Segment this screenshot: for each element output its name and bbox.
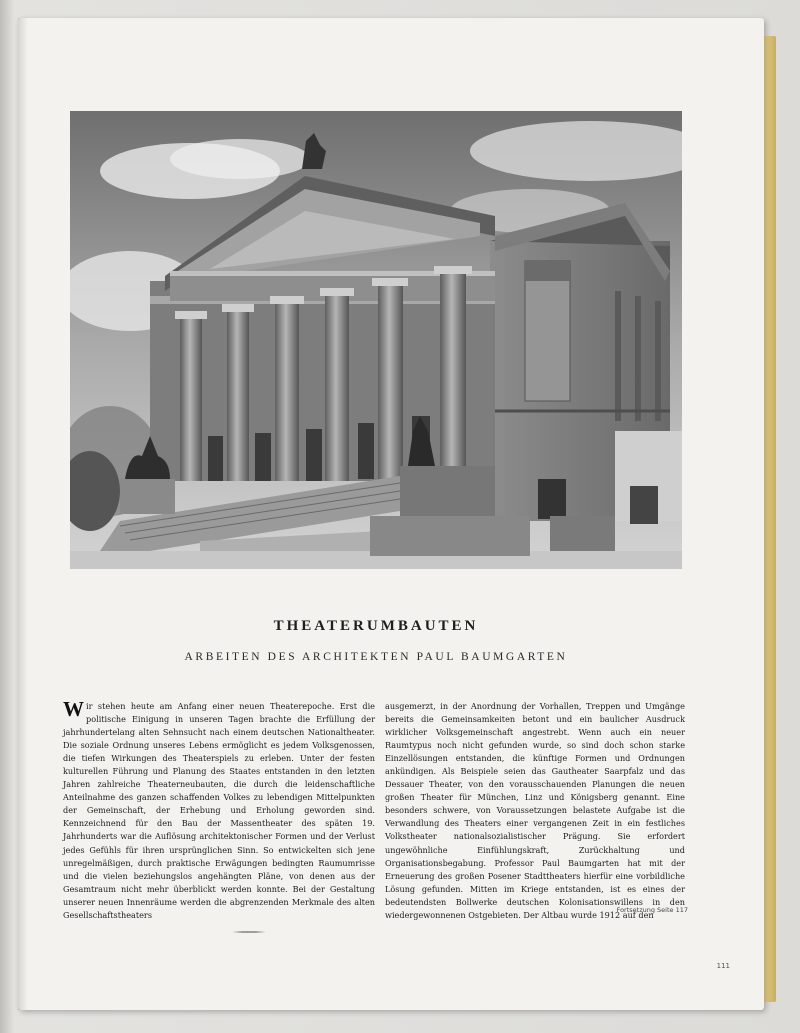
page-gutter-shadow: [18, 18, 28, 1010]
right-column-body: ausgemerzt, in der Anordnung der Vorhallen, Treppen und Umgänge bereits die Gemeinsamkeiten betont und ein baulicher Ausdruck wirklicher Volksgemeinschaft angestrebt. Wenn auch ein neuer Raumtypus noch nicht gefunden wurde, so sind doch schon starke Einzellösungen entstanden, die künftige Formen und Ordnungen ankündigen. Als Beispiele seien das Gautheater Saarpfalz und das Dessauer Theater, von den vorausschauenden Planungen die neuen großen Theater für München, Linz und Königsberg genannt. Eine besonders schwere, von Voraussetzungen belastete Aufgabe ist die Verwandlung des Theaters einer vergangenen Zeit in ein festliches Volkstheater nationalsozialistischer Prägung. Sie erfordert ungewöhnliche Einfühlungskraft, Zurückhaltung und Organisationsbegabung. Professor Paul Baumgarten hat mit der Erneuerung des großen Posener Stadttheaters hierfür eine vorbildliche Lösung gefunden. Mitten im Kriege entstanden, ist es eines der bedeutendsten Bollwerke deutschen Kolonisationswillens in den wiedergewonnenen Ostgebieten. Der Altbau wurde 1912 auf den: [385, 701, 685, 920]
paragraph: [63, 697, 375, 922]
print-mark: [232, 931, 266, 933]
article-title: THEATERUMBAUTEN: [273, 618, 479, 634]
article-subtitle: ARBEITEN DES ARCHITEKTEN PAUL BAUMGARTEN: [184, 651, 568, 663]
text-column-left: [63, 697, 375, 922]
dropcap-letter: W: [63, 697, 84, 721]
left-column-body: ir stehen heute am Anfang einer neuen Theaterepoche. Erst die politische Einigung in unseren Tagen brachte die Erfüllung der jahrhundertelang alten Sehnsucht nach einem deutschen Nationaltheater. Die soziale Ordnung unseres Lebens ermöglicht es jedem Volksgenossen, die tiefen Wirkungen des Theaterspiels zu erleben. Unter der festen kulturellen Führung und Planung des Staates entstanden in den letzten Jahren zahlreiche Theaterneubauten, die durch die leidenschaftliche Anteilnahme des ganzen schaffenden Volkes zu lebendigen Mittelpunkten der Gemeinschaft, der Erhebung und Erholung geworden sind. Kennzeichnend für den Bau der Massentheater des späten 19. Jahrhunderts war die Auflösung architektonischer Formen und der Verlust jedes Gefühls für ihren ursprünglichen Sinn. So entwickelten sich jene unregelmäßigen, durch praktische Erwägungen bedingten Raumumrisse und die vielen beziehungslos angehängten Pläne, von denen aus der Gesamtraum nicht mehr überblickt werden konnte. Bei der Gestaltung unserer neuen Innenräume werden die abgrenzenden Merkmale des alten Gesellschaftstheaters: [63, 701, 375, 920]
continuation-note: Fortsetzung Seite 117: [616, 906, 688, 914]
page-number: 111: [716, 962, 730, 970]
text-column-right: [385, 700, 685, 922]
theater-photograph: [70, 111, 682, 569]
